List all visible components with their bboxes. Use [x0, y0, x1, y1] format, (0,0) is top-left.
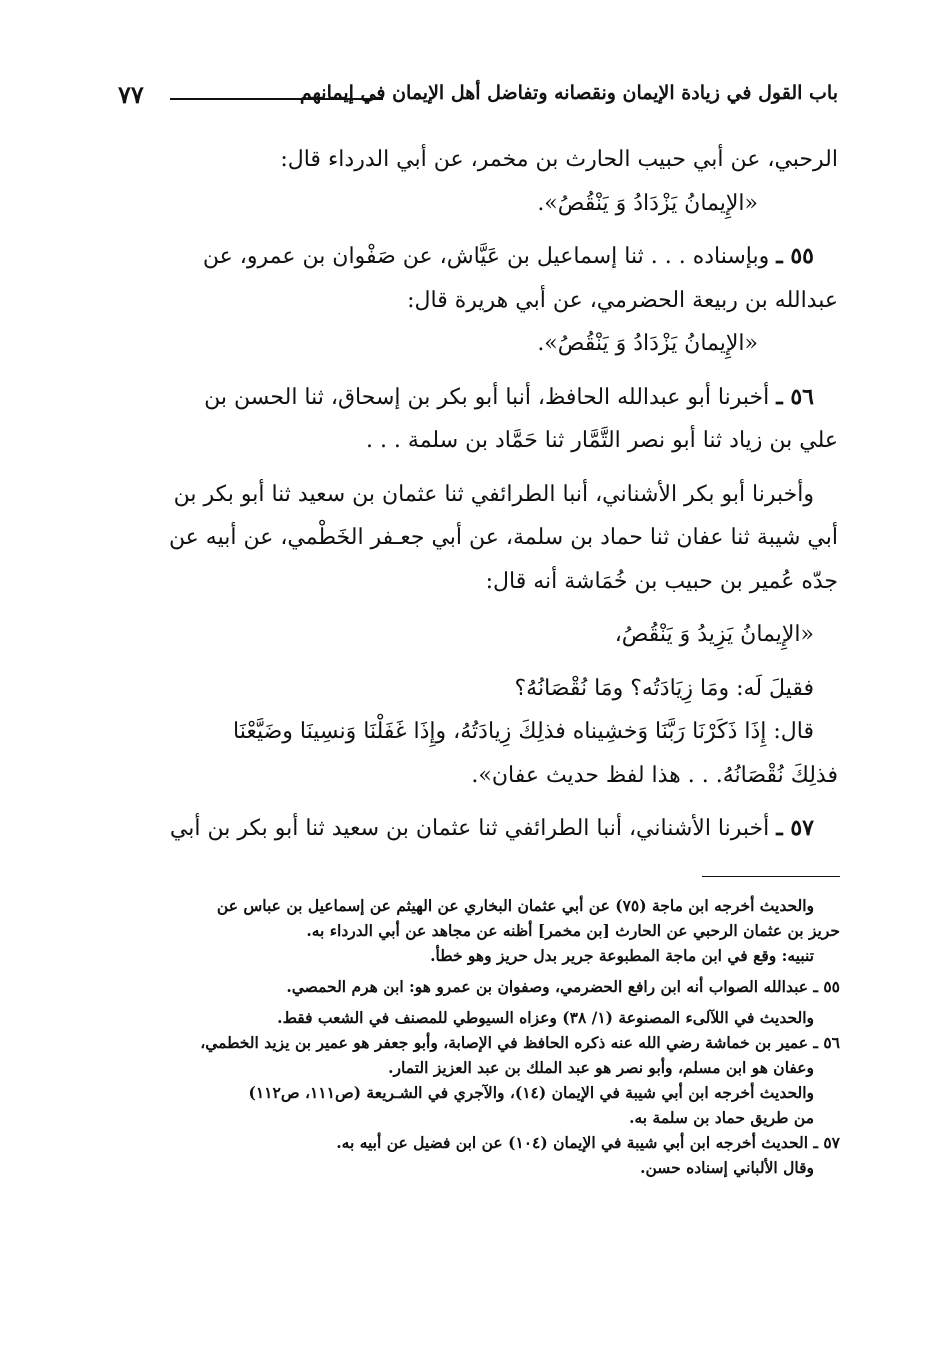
footnote-57: ٥٧ ـ الحديث أخرجه ابن أبي شيبة في الإيمان (١٠٤) عن ابن فضيل عن أبيه به.	[336, 1133, 840, 1152]
text-line: وأخبرنا أبو بكر الأشناني، أنبا الطرائفي ثنا عثمان بن سعيد ثنا أبو بكر بن	[173, 481, 814, 507]
entry-number: ٥٥ ـ	[776, 243, 814, 269]
text-line: أخبرنا الأشناني، أنبا الطرائفي ثنا عثمان بن سعيد ثنا أبو بكر بن أبي	[169, 816, 770, 841]
chapter-title: باب القول في زيادة الإيمان ونقصانه وتفاضل أهل الإيمان في إيمانهم	[299, 82, 838, 104]
footnote-line: والحديث أخرجه ابن ماجة (٧٥) عن أبي عثمان البخاري عن الهيثم عن إسماعيل بن عباس عن	[216, 896, 814, 915]
text-line: فقيلَ لَه: ومَا زِيَادَتُه؟ ومَا نُقْصَانُهُ؟	[514, 675, 814, 701]
text-line: أخبرنا أبو عبدالله الحافظ، أنبا أبو بكر بن إسحاق، ثنا الحسن بن	[204, 384, 770, 410]
footnote-line: والحديث أخرجه ابن أبي شيبة في الإيمان (١٤)، والآجري في الشـريعة (ص١١١، ص١١٢)	[248, 1083, 814, 1102]
hadith-quote: «الإِيمانُ يَزْدَادُ وَ يَنْقُصُ».	[537, 331, 758, 356]
text-line: عبدالله بن ربيعة الحضرمي، عن أبي هريرة قال:	[407, 287, 838, 313]
entry-number: ٥٧ ـ	[776, 815, 814, 841]
hadith-quote: «الإِيمانُ يَزِيدُ وَ يَنْقُصُ،	[614, 622, 814, 647]
hadith-quote: «الإِيمانُ يَزْدَادُ وَ يَنْقُصُ».	[537, 190, 758, 216]
text-line: جدّه عُمير بن حبيب بن خُمَاشة أنه قال:	[485, 568, 838, 594]
entry-number: ٥٦ ـ	[776, 383, 814, 410]
text-line: قال: إِذَا ذَكَرْنَا رَبَّنَا وَخشِيناه فذلِكَ زِيادَتُهُ، وإِذَا غَفَلْنَا وَنسِينَا وضَيَّعْنَا	[233, 719, 814, 744]
text-line: علي بن زياد ثنا أبو نصر التَّمَّار ثنا حَمَّاد بن سلمة . . .	[365, 428, 838, 453]
footnote-line: تنبيه: وقع في ابن ماجة المطبوعة جرير بدل حريز وهو خطأ.	[430, 946, 814, 965]
page-number: ٧٧	[118, 80, 144, 109]
footnote-line: من طريق حماد بن سلمة به.	[629, 1108, 814, 1127]
footnote-line: حريز بن عثمان الرحبي عن الحارث [بن مخمر] أظنه عن مجاهد عن أبي الدرداء به.	[306, 921, 840, 940]
text-line: أبي شيبة ثنا عفان ثنا حماد بن سلمة، عن أبي جعـفر الخَطْمي، عن أبيه عن	[168, 525, 838, 550]
hadith-entry-56	[130, 376, 838, 420]
footnote-line: وقال الألباني إسناده حسن.	[640, 1158, 814, 1177]
footnote-56: ٥٦ ـ عمير بن خماشة رضي الله عنه ذكره الحافظ في الإصابة، وأبو جعفر هو عمير بن يزيد الخطمي،	[200, 1033, 840, 1052]
footnote-55: ٥٥ ـ عبدالله الصواب أنه ابن رافع الحضرمي، وصفوان بن عمرو هو: ابن هرم الحمصي.	[286, 977, 840, 996]
text-line: وبإسناده . . . ثنا إسماعيل بن عَيَّاش، عن صَفْوان بن عمرو، عن	[202, 244, 770, 269]
text-line: الرحبي، عن أبي حبيب الحارث بن مخمر، عن أبي الدرداء قال:	[280, 147, 838, 172]
footnote-line: والحديث في اللآلىء المصنوعة (١/ ٣٨) وعزاه السيوطي للمصنف في الشعب فقط.	[277, 1008, 814, 1027]
hadith-entry-57	[130, 807, 838, 851]
footnote-separator	[702, 876, 840, 877]
main-text	[130, 138, 838, 851]
footnote-line: وعفان هو ابن مسلم، وأبو نصر هو عبد الملك بن عبد العزيز التمار.	[388, 1058, 814, 1077]
hadith-entry-55	[130, 235, 838, 279]
footnotes	[128, 893, 840, 1180]
running-header	[118, 80, 838, 120]
text-line: فذلِكَ نُقْصَانُهُ. . . هذا لفظ حديث عفان».	[471, 762, 838, 788]
